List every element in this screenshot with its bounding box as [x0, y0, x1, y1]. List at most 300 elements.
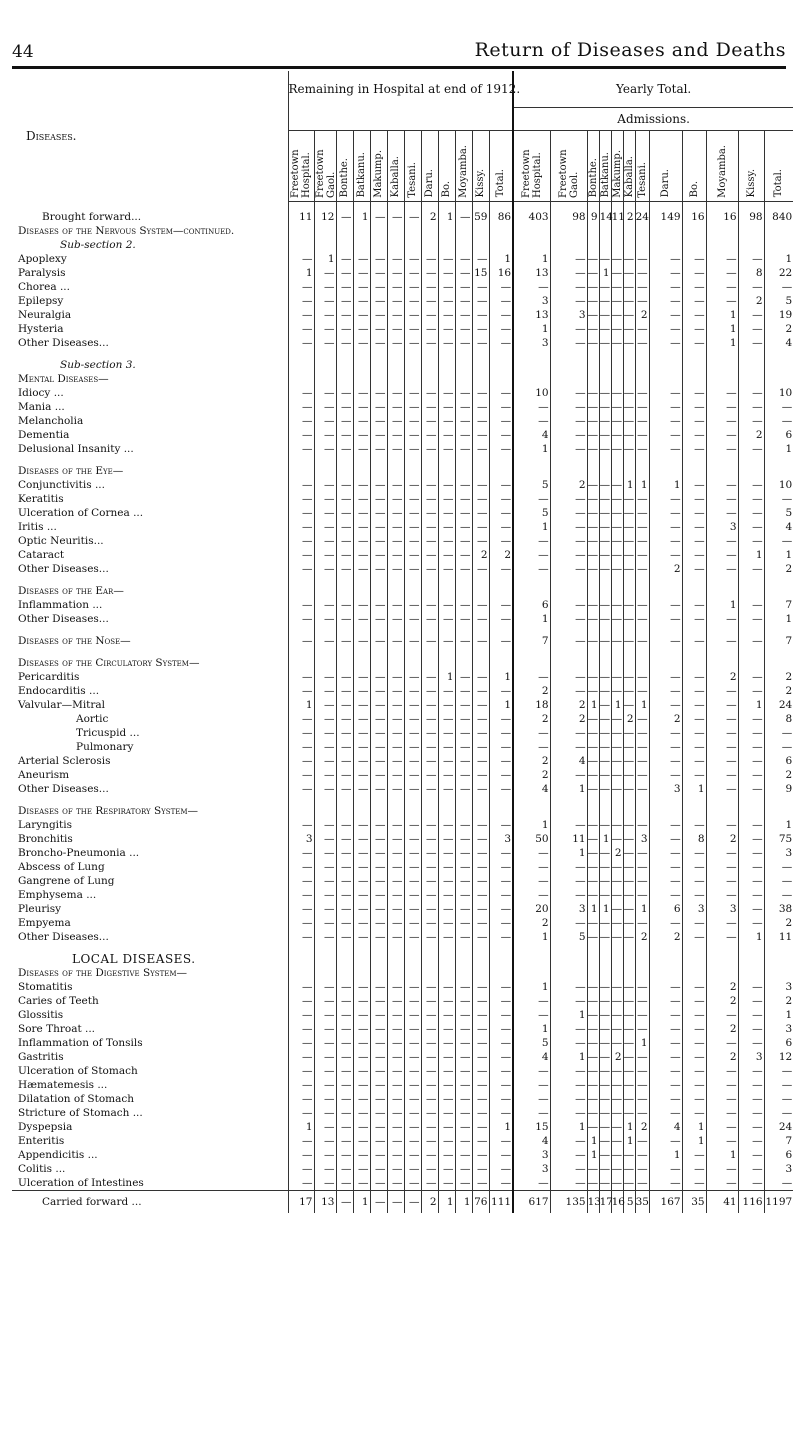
cell-remaining: — [353, 670, 370, 684]
cell-remaining: — [438, 1078, 455, 1092]
cell-admissions: 2 [706, 994, 738, 1008]
cell-admissions: — [682, 1022, 706, 1036]
cell-admissions: — [599, 1106, 611, 1119]
cell-admissions: — [611, 888, 623, 901]
cell-remaining: — [421, 1120, 438, 1134]
cell-admissions: — [587, 1022, 599, 1035]
cell-remaining: — [336, 860, 353, 874]
cell-remaining: — [421, 754, 438, 768]
col-remaining-moyamba: Moyamba. [455, 130, 472, 201]
cell-admissions: — [682, 916, 706, 930]
disease-label: Glossitis [18, 1008, 64, 1021]
cell-admissions: — [706, 846, 738, 860]
cell-remaining: — [404, 414, 421, 428]
cell-remaining: — [489, 598, 513, 612]
cell-admissions: 2 [738, 428, 764, 442]
cell-admissions: 2 [764, 670, 793, 684]
cell-admissions: — [587, 266, 599, 279]
cell-remaining: — [387, 598, 404, 612]
cell-remaining: — [353, 478, 370, 492]
cell-remaining: — [438, 980, 455, 994]
cell-remaining: — [404, 902, 421, 916]
disease-label: Emphysema ... [18, 888, 97, 901]
cell-admissions: — [738, 902, 764, 916]
cell-admissions: — [623, 1162, 635, 1175]
cell-remaining: — [472, 994, 489, 1008]
disease-label: Diseases of the Nose— [18, 634, 131, 647]
cell-remaining: — [387, 684, 404, 698]
cell-remaining: — [387, 322, 404, 336]
cell-admissions: — [649, 506, 682, 520]
cell-admissions: — [623, 846, 635, 859]
cell-remaining: — [472, 832, 489, 846]
cell-remaining: — [455, 874, 472, 888]
cell-remaining: — [455, 846, 472, 860]
cell-admissions: — [682, 1148, 706, 1162]
cell-remaining: — [455, 698, 472, 712]
cell-remaining: — [314, 634, 336, 648]
cell-admissions: — [599, 874, 611, 887]
cell-admissions: — [738, 386, 764, 400]
cell-remaining: — [353, 888, 370, 902]
cell-remaining: — [421, 506, 438, 520]
cell-admissions: 2 [649, 712, 682, 726]
cell-remaining: — [421, 902, 438, 916]
cell-admissions: 1 [682, 782, 706, 796]
cell-remaining: — [489, 520, 513, 534]
cell-admissions: — [682, 252, 706, 266]
cell-remaining: — [421, 888, 438, 902]
cell-admissions: 4 [513, 782, 550, 796]
cell-admissions: — [682, 1092, 706, 1106]
cell-admissions: 5 [513, 478, 550, 492]
cell-admissions: — [637, 754, 648, 767]
cell-admissions: 20 [513, 902, 550, 916]
cell-remaining: — [404, 726, 421, 740]
cell-admissions: — [637, 534, 648, 547]
cell-remaining: — [336, 1162, 353, 1176]
cell-admissions: 1 [513, 1022, 550, 1036]
cell-remaining: — [438, 478, 455, 492]
cell-remaining: — [353, 698, 370, 712]
cell-remaining: — [455, 1120, 472, 1134]
cell-remaining: 3 [489, 832, 513, 846]
cell-admissions: — [637, 520, 648, 533]
cell-admissions: — [599, 400, 611, 413]
disease-label: Enteritis [18, 1134, 65, 1147]
cell-remaining: — [288, 1064, 314, 1078]
cell-admissions: 7 [764, 598, 793, 612]
cell-admissions: — [599, 846, 611, 859]
cell-remaining: 16 [489, 266, 513, 280]
cell-remaining: — [489, 534, 513, 548]
cell-remaining: — [489, 386, 513, 400]
cell-admissions: 2 [513, 712, 550, 726]
cell-remaining: — [336, 980, 353, 994]
cell-admissions: — [599, 916, 611, 929]
cell-remaining: — [314, 740, 336, 754]
cell-remaining: — [387, 888, 404, 902]
cell-remaining: 11 [288, 210, 314, 224]
cell-remaining: — [336, 740, 353, 754]
cell-admissions: 3 [513, 294, 550, 308]
cell-remaining: — [288, 740, 314, 754]
cell-remaining: — [421, 634, 438, 648]
cell-admissions: 35 [635, 1190, 649, 1213]
table-row [12, 478, 793, 492]
cell-admissions: — [706, 548, 738, 562]
cell-remaining: — [370, 1022, 387, 1036]
cell-remaining: — [314, 520, 336, 534]
cell-remaining: — [472, 768, 489, 782]
cell-remaining: — [404, 634, 421, 648]
cell-admissions: — [764, 534, 793, 548]
cell-admissions: — [550, 860, 587, 874]
cell-remaining: — [404, 1162, 421, 1176]
cell-admissions: — [637, 400, 648, 413]
cell-admissions: — [623, 280, 635, 293]
cell-admissions: — [706, 266, 738, 280]
cell-admissions: — [611, 520, 623, 533]
cell-admissions: 24 [764, 698, 793, 712]
cell-remaining: — [438, 860, 455, 874]
table-row [12, 386, 793, 400]
cell-remaining: — [404, 1120, 421, 1134]
disease-label: Pleurisy [18, 902, 62, 915]
cell-remaining: — [472, 634, 489, 648]
cell-admissions: — [623, 860, 635, 873]
cell-remaining: — [353, 414, 370, 428]
cell-remaining: — [387, 210, 404, 224]
cell-remaining: — [455, 930, 472, 944]
cell-remaining: — [438, 322, 455, 336]
cell-admissions: — [738, 768, 764, 782]
cell-remaining: 13 [314, 1190, 336, 1213]
cell-remaining: — [489, 1022, 513, 1036]
cell-admissions: — [599, 534, 611, 547]
cell-remaining: — [387, 768, 404, 782]
cell-remaining: — [288, 492, 314, 506]
cell-admissions: — [611, 1008, 623, 1021]
cell-admissions: — [623, 698, 635, 711]
cell-admissions: — [706, 492, 738, 506]
cell-remaining: — [404, 492, 421, 506]
disease-label: Other Diseases... [18, 930, 109, 943]
cell-remaining: — [353, 322, 370, 336]
cell-remaining: — [489, 768, 513, 782]
cell-remaining: 1 [353, 210, 370, 224]
cell-admissions: — [682, 1176, 706, 1191]
cell-remaining: — [455, 754, 472, 768]
cell-admissions: 13 [587, 1190, 599, 1213]
cell-remaining: — [404, 1050, 421, 1064]
cell-admissions: — [706, 874, 738, 888]
cell-admissions: — [599, 1134, 611, 1147]
cell-admissions: 1 [635, 1036, 649, 1050]
cell-admissions: 167 [649, 1190, 682, 1213]
cell-remaining: — [387, 1078, 404, 1092]
cell-remaining: — [336, 670, 353, 684]
cell-remaining: — [387, 266, 404, 280]
cell-remaining: — [438, 818, 455, 832]
cell-admissions: — [599, 740, 611, 753]
cell-remaining: — [314, 386, 336, 400]
cell-remaining: — [314, 478, 336, 492]
cell-admissions: 4 [649, 1120, 682, 1134]
cell-admissions: — [587, 874, 599, 887]
cell-admissions: 116 [738, 1190, 764, 1213]
cell-remaining: — [314, 726, 336, 740]
cell-admissions: — [623, 1050, 635, 1063]
cell-admissions: — [637, 1106, 648, 1119]
cell-remaining: — [314, 1008, 336, 1022]
cell-remaining: — [438, 1134, 455, 1148]
cell-admissions: — [706, 888, 738, 902]
cell-admissions: — [623, 400, 635, 413]
cell-admissions: — [682, 336, 706, 350]
cell-remaining: — [314, 902, 336, 916]
cell-remaining: — [489, 1064, 513, 1078]
cell-admissions: — [706, 634, 738, 648]
cell-remaining: — [438, 726, 455, 740]
cell-remaining: — [370, 846, 387, 860]
cell-admissions: — [738, 1022, 764, 1036]
cell-admissions: — [623, 414, 635, 427]
cell-remaining: — [421, 698, 438, 712]
cell-remaining: — [472, 1022, 489, 1036]
cell-admissions: — [706, 860, 738, 874]
cell-admissions: — [599, 634, 611, 647]
cell-admissions: — [550, 740, 587, 754]
cell-admissions: 1 [623, 478, 635, 492]
col-admissions-batkanu: Batkanu. [599, 130, 611, 201]
cell-remaining: — [353, 252, 370, 266]
cell-remaining: — [404, 534, 421, 548]
cell-remaining: — [288, 846, 314, 860]
cell-admissions: — [682, 386, 706, 400]
cell-admissions: — [738, 1162, 764, 1176]
disease-label: Gastritis [18, 1050, 64, 1063]
cell-remaining: — [438, 598, 455, 612]
cell-remaining: — [489, 874, 513, 888]
cell-remaining: — [353, 1064, 370, 1078]
cell-remaining: — [314, 1162, 336, 1176]
cell-remaining: — [472, 754, 489, 768]
cell-admissions: — [513, 414, 550, 428]
cell-admissions: 1 [513, 322, 550, 336]
disease-label: Other Diseases... [18, 782, 109, 795]
cell-remaining: — [353, 1036, 370, 1050]
col-admissions-tesani: Tesani. [635, 130, 649, 201]
cell-admissions: — [611, 1106, 623, 1119]
table-row [12, 888, 793, 902]
cell-admissions: 3 [550, 308, 587, 322]
cell-admissions: 1 [649, 1148, 682, 1162]
cell-remaining: — [438, 994, 455, 1008]
cell-remaining: — [336, 1148, 353, 1162]
cell-remaining: — [314, 1050, 336, 1064]
cell-admissions: 840 [764, 210, 793, 224]
cell-remaining: — [336, 520, 353, 534]
cell-admissions: — [682, 754, 706, 768]
cell-admissions: — [599, 280, 611, 293]
cell-admissions: 16 [611, 1190, 623, 1213]
disease-label: Mania ... [18, 400, 65, 413]
cell-admissions: — [623, 888, 635, 901]
cell-admissions: 24 [635, 210, 649, 223]
cell-remaining: — [455, 386, 472, 400]
table-row [12, 916, 793, 930]
disease-label: Sore Throat ... [18, 1022, 96, 1035]
cell-admissions: — [599, 994, 611, 1007]
cell-admissions: — [611, 634, 623, 647]
cell-admissions: — [738, 478, 764, 492]
cell-admissions: — [649, 768, 682, 782]
cell-remaining: — [288, 442, 314, 456]
cell-admissions: — [738, 740, 764, 754]
cell-remaining: — [387, 818, 404, 832]
cell-admissions: 4 [550, 754, 587, 768]
cell-remaining: 15 [472, 266, 489, 280]
subsection-heading: Sub-section 2. [60, 238, 136, 251]
cell-remaining: — [288, 1036, 314, 1050]
cell-admissions: — [550, 442, 587, 456]
cell-admissions: — [738, 916, 764, 930]
cell-remaining: — [455, 598, 472, 612]
cell-remaining: — [353, 266, 370, 280]
cell-remaining: — [387, 1036, 404, 1050]
cell-admissions: — [599, 612, 611, 625]
cell-admissions: — [738, 506, 764, 520]
cell-remaining: — [314, 1064, 336, 1078]
cell-admissions: — [738, 252, 764, 266]
cell-remaining: — [336, 1078, 353, 1092]
cell-remaining: — [370, 1078, 387, 1092]
cell-admissions: 7 [513, 634, 550, 648]
cell-admissions: 22 [764, 266, 793, 280]
cell-remaining: — [336, 846, 353, 860]
cell-remaining: — [387, 1106, 404, 1120]
cell-admissions: 5 [513, 506, 550, 520]
cell-remaining: 1 [438, 670, 455, 684]
cell-admissions: — [637, 980, 648, 993]
cell-admissions: — [637, 492, 648, 505]
cell-remaining: — [353, 562, 370, 576]
cell-admissions: — [649, 322, 682, 336]
cell-remaining: — [404, 336, 421, 350]
cell-admissions: 3 [764, 846, 793, 860]
cell-remaining: — [404, 1022, 421, 1036]
disease-label: Brought forward... [42, 210, 142, 223]
cell-remaining: — [455, 1036, 472, 1050]
cell-remaining: — [314, 414, 336, 428]
cell-admissions: — [637, 414, 648, 427]
cell-remaining: — [489, 740, 513, 754]
cell-remaining: 111 [489, 1190, 513, 1213]
cell-remaining: — [387, 336, 404, 350]
cell-admissions: — [637, 768, 648, 781]
cell-admissions: — [611, 818, 623, 831]
cell-remaining: — [438, 712, 455, 726]
cell-remaining: — [404, 266, 421, 280]
cell-admissions: 1 [635, 902, 649, 916]
disease-label: Aortic [76, 712, 109, 725]
cell-remaining: — [404, 612, 421, 626]
col-admissions-daru: Daru. [649, 130, 682, 201]
cell-admissions: 13 [513, 308, 550, 322]
table-row [12, 322, 793, 336]
cell-remaining: — [370, 492, 387, 506]
cell-remaining: — [353, 1176, 370, 1191]
cell-admissions: — [637, 1050, 648, 1063]
cell-remaining: — [455, 442, 472, 456]
cell-remaining: — [314, 562, 336, 576]
table-row [12, 612, 793, 626]
cell-remaining: — [314, 534, 336, 548]
cell-remaining: — [438, 414, 455, 428]
diseases-table [12, 71, 793, 1213]
carried-forward-row [12, 1190, 793, 1213]
col-remaining-freetown-gaol: Freetown Gaol. [314, 130, 336, 201]
cell-admissions: — [611, 1176, 623, 1189]
cell-remaining: — [336, 478, 353, 492]
cell-admissions: — [738, 598, 764, 612]
cell-remaining: — [336, 832, 353, 846]
cell-admissions: — [611, 1064, 623, 1077]
cell-admissions: 1 [649, 478, 682, 492]
cell-remaining: 17 [288, 1190, 314, 1213]
cell-admissions: — [682, 930, 706, 944]
cell-admissions: — [513, 1106, 550, 1120]
cell-remaining: — [472, 280, 489, 294]
cell-remaining: — [404, 782, 421, 796]
cell-remaining: — [421, 1148, 438, 1162]
cell-admissions: 6 [649, 902, 682, 916]
cell-remaining: — [314, 280, 336, 294]
cell-admissions: — [649, 860, 682, 874]
cell-admissions: — [623, 684, 635, 697]
table-row [12, 684, 793, 698]
cell-admissions: — [513, 670, 550, 684]
cell-remaining: — [336, 1120, 353, 1134]
cell-remaining: — [353, 294, 370, 308]
cell-remaining: — [336, 336, 353, 350]
cell-admissions: 1 [623, 1120, 635, 1134]
remaining-header: Remaining in Hospital at end of 1912. [288, 71, 513, 107]
cell-admissions: — [623, 294, 635, 307]
disease-label: Pericarditis [18, 670, 80, 683]
cell-remaining: — [455, 1134, 472, 1148]
cell-remaining: — [353, 534, 370, 548]
cell-remaining: — [472, 506, 489, 520]
cell-remaining: — [438, 492, 455, 506]
cell-remaining: — [387, 1120, 404, 1134]
cell-admissions: 1 [738, 698, 764, 712]
cell-remaining: — [387, 1148, 404, 1162]
table-row [12, 846, 793, 860]
cell-admissions: — [649, 1092, 682, 1106]
cell-admissions: — [649, 1106, 682, 1120]
cell-remaining: — [421, 860, 438, 874]
table-row [12, 414, 793, 428]
cell-remaining: — [438, 846, 455, 860]
cell-admissions: — [649, 400, 682, 414]
cell-admissions: — [550, 506, 587, 520]
disease-label: Keratitis [18, 492, 64, 505]
table-row [12, 308, 793, 322]
section-row [12, 952, 793, 966]
cell-remaining: 1 [288, 698, 314, 712]
